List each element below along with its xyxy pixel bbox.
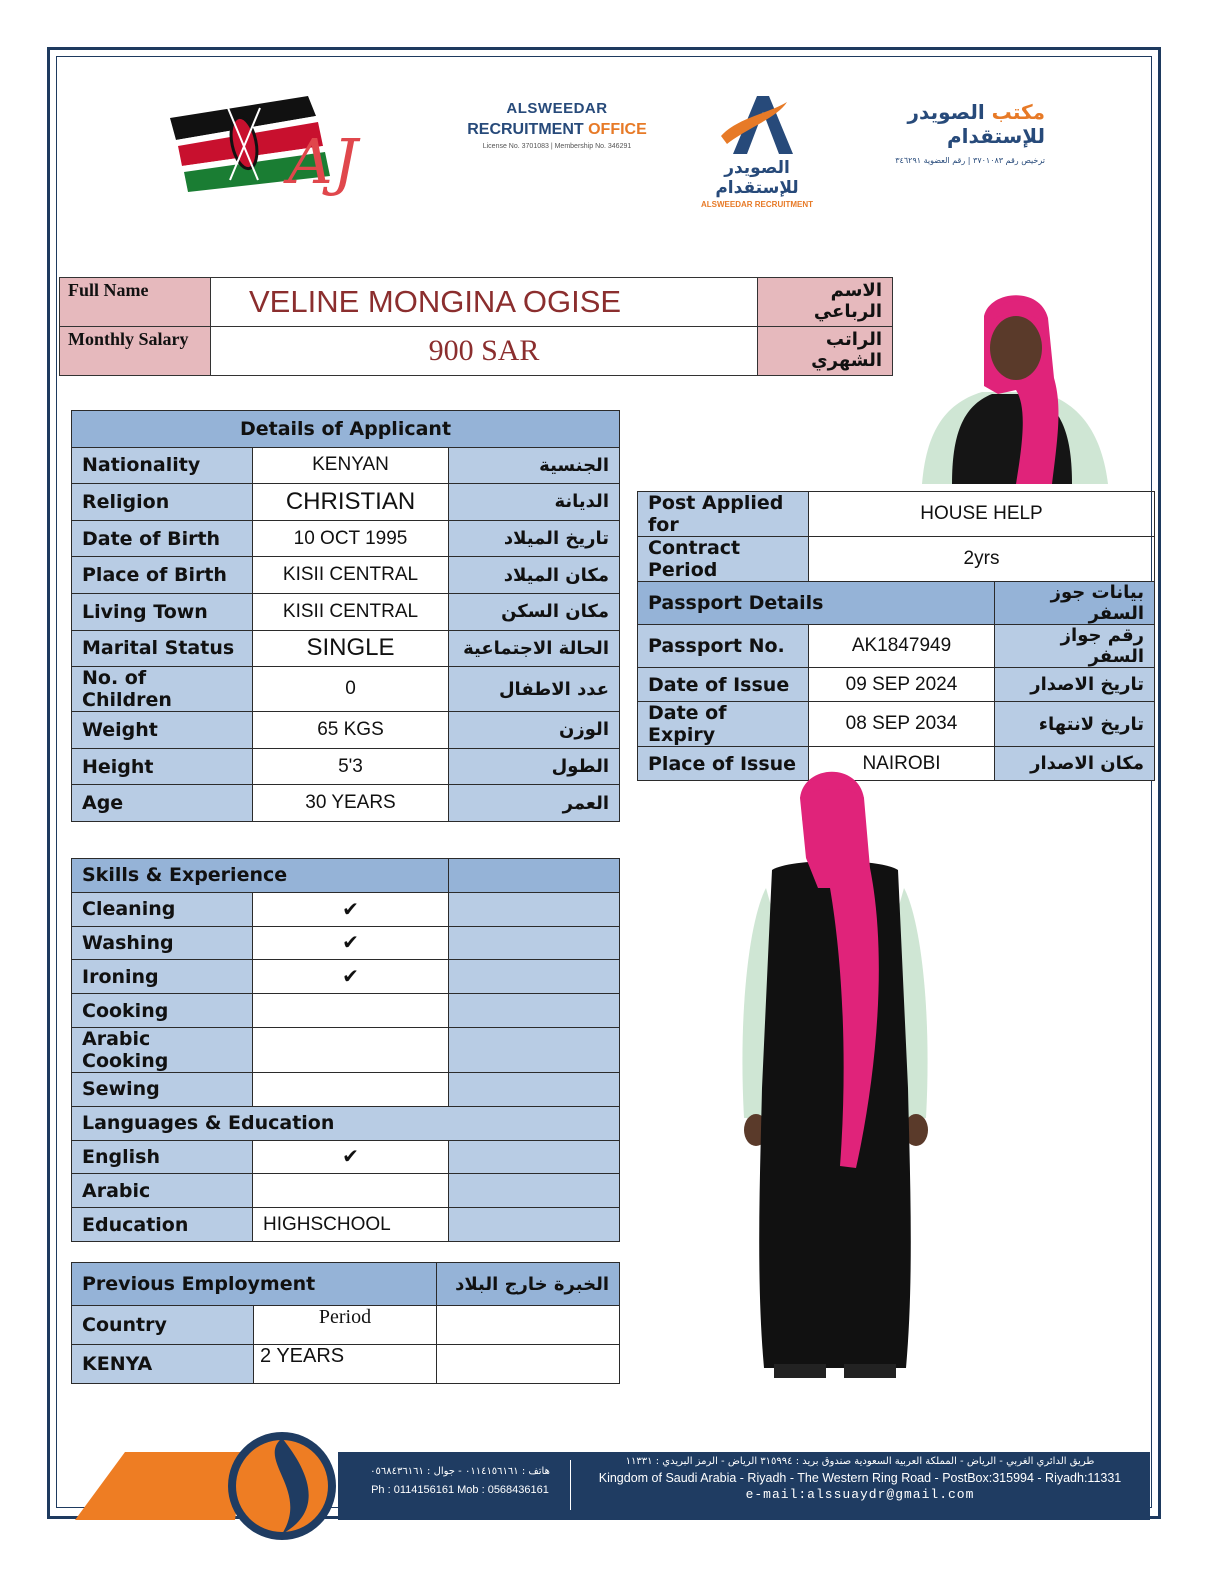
skill-extra	[449, 1072, 620, 1106]
details-value: KENYAN	[253, 447, 449, 484]
passport-title-arabic: بيانات جوز السفر	[995, 582, 1155, 625]
skills-header	[72, 859, 620, 893]
languages-header	[72, 1106, 620, 1140]
a-logo-english: ALSWEEDAR RECRUITMENT	[701, 200, 813, 209]
previous-columns	[72, 1306, 620, 1345]
passport-label: Date of Expiry	[638, 702, 809, 747]
education-extra	[449, 1208, 620, 1242]
salary-row	[60, 327, 893, 376]
details-label: Place of Birth	[72, 557, 253, 594]
skill-label: Ironing	[72, 960, 253, 994]
details-value: CHRISTIAN	[253, 484, 449, 521]
alsweedar-office-logo	[462, 100, 652, 150]
name-salary-table	[59, 277, 893, 376]
skill-extra	[449, 960, 620, 994]
skill-extra	[449, 926, 620, 960]
previous-header	[72, 1263, 620, 1306]
education-label: Education	[72, 1208, 253, 1242]
details-row	[72, 785, 620, 822]
details-label: Age	[72, 785, 253, 822]
skill-check	[253, 994, 449, 1028]
passport-row	[638, 702, 1155, 747]
passport-title: Passport Details	[638, 582, 995, 625]
details-value: KISII CENTRAL	[253, 593, 449, 630]
details-value: KISII CENTRAL	[253, 557, 449, 594]
details-arabic: الوزن	[449, 712, 620, 749]
skill-check: ✔	[253, 892, 449, 926]
contract-value: 2yrs	[809, 537, 1155, 582]
details-row	[72, 520, 620, 557]
previous-blank	[437, 1306, 620, 1345]
details-label: Date of Birth	[72, 520, 253, 557]
office-logo-line2	[462, 121, 652, 139]
passport-label: Date of Issue	[638, 668, 809, 702]
svg-text:AJ: AJ	[288, 125, 358, 198]
kenya-flag-logo	[158, 88, 368, 208]
details-value: 65 KGS	[253, 712, 449, 749]
footer-separator	[570, 1460, 571, 1510]
details-value: 0	[253, 667, 449, 712]
full-name-arabic: الاسم الرباعي	[758, 278, 893, 327]
salary-arabic: الراتب الشهري	[758, 327, 893, 376]
office-logo-line1: ALSWEEDAR	[506, 100, 608, 117]
language-row	[72, 1174, 620, 1208]
skill-row	[72, 960, 620, 994]
arabic-office-license: ترخيص رقم ٣٧٠١٠٨٣ | رقم العضوية ٣٤٦٢٩١	[895, 156, 1045, 165]
arabic-office-title-a: مكتب	[984, 100, 1045, 124]
details-value: 5'3	[253, 748, 449, 785]
footer-phones	[360, 1466, 560, 1496]
details-arabic: الطول	[449, 748, 620, 785]
language-value: ✔	[253, 1140, 449, 1174]
footer-email: e-mail:alssuaydr@gmail.com	[745, 1487, 975, 1502]
footer-phones-english: Ph : 0114156161 Mob : 0568436161	[371, 1484, 549, 1496]
language-value	[253, 1174, 449, 1208]
skills-header-blank	[449, 859, 620, 893]
language-extra	[449, 1140, 620, 1174]
details-row	[72, 447, 620, 484]
skill-label: Sewing	[72, 1072, 253, 1106]
details-label: Weight	[72, 712, 253, 749]
post-label: Post Applied for	[638, 492, 809, 537]
skills-title: Skills & Experience	[72, 859, 449, 893]
passport-label: Place of Issue	[638, 747, 809, 781]
details-label: Marital Status	[72, 630, 253, 667]
skill-label: Arabic Cooking	[72, 1027, 253, 1072]
skill-label: Cooking	[72, 994, 253, 1028]
previous-country: KENYA	[72, 1345, 254, 1384]
office-logo-license: License No. 3701083 | Membership No. 346291	[482, 143, 632, 150]
passport-label: Passport No.	[638, 625, 809, 668]
applicant-full-photo	[730, 758, 940, 1383]
details-label: Height	[72, 748, 253, 785]
passport-row	[638, 668, 1155, 702]
details-row	[72, 667, 620, 712]
previous-blank	[437, 1345, 620, 1384]
full-name-value: VELINE MONGINA OGISE	[211, 278, 758, 327]
office-logo-office: OFFICE	[588, 121, 647, 138]
passport-arabic: رقم جواز السفر	[995, 625, 1155, 668]
details-row	[72, 484, 620, 521]
passport-table	[637, 491, 1155, 781]
previous-row	[72, 1345, 620, 1384]
details-arabic: عدد الاطفال	[449, 667, 620, 712]
details-label: No. of Children	[72, 667, 253, 712]
applicant-headshot-photo	[912, 286, 1112, 484]
alsweedar-a-logo	[682, 92, 832, 209]
footer-address	[580, 1456, 1140, 1502]
details-row	[72, 748, 620, 785]
details-label: Religion	[72, 484, 253, 521]
passport-value: 09 SEP 2024	[809, 668, 995, 702]
skill-label: Cleaning	[72, 892, 253, 926]
arabic-office-logo	[845, 100, 1045, 165]
language-row	[72, 1140, 620, 1174]
arabic-office-title	[845, 100, 1045, 148]
passport-value: NAIROBI	[809, 747, 995, 781]
passport-header	[638, 582, 1155, 625]
languages-title: Languages & Education	[72, 1106, 620, 1140]
skill-check: ✔	[253, 960, 449, 994]
passport-arabic: مكان الاصدار	[995, 747, 1155, 781]
full-name-label: Full Name	[60, 278, 211, 327]
letter-a-icon	[717, 92, 797, 156]
skill-row	[72, 1072, 620, 1106]
skill-check	[253, 1072, 449, 1106]
language-extra	[449, 1174, 620, 1208]
footer-phones-arabic: هاتف : ٠١١٤١٥٦١٦١ - جوال : ٠٥٦٨٤٣٦١٦١	[370, 1466, 550, 1477]
details-value: 10 OCT 1995	[253, 520, 449, 557]
previous-title: Previous Employment	[72, 1263, 437, 1306]
skills-table	[71, 858, 620, 1242]
passport-arabic: تاريخ لانتهاء	[995, 702, 1155, 747]
details-label: Nationality	[72, 447, 253, 484]
passport-arabic: تاريخ الاصدار	[995, 668, 1155, 702]
details-title: Details of Applicant	[72, 411, 620, 448]
skill-row	[72, 1027, 620, 1072]
passport-row	[638, 625, 1155, 668]
details-arabic: العمر	[449, 785, 620, 822]
skill-check	[253, 1027, 449, 1072]
full-name-row	[60, 278, 893, 327]
footer-circle-logo	[226, 1430, 338, 1542]
details-row	[72, 557, 620, 594]
details-arabic: الجنسية	[449, 447, 620, 484]
details-label: Living Town	[72, 593, 253, 630]
language-label: English	[72, 1140, 253, 1174]
details-row	[72, 630, 620, 667]
skill-check: ✔	[253, 926, 449, 960]
details-arabic: مكان الميلاد	[449, 557, 620, 594]
education-value: HIGHSCHOOL	[253, 1208, 449, 1242]
skill-extra	[449, 1027, 620, 1072]
a-logo-arabic: الصويدر للإستقدام	[715, 158, 799, 198]
details-header	[72, 411, 620, 448]
details-arabic: الحالة الاجتماعية	[449, 630, 620, 667]
post-value: HOUSE HELP	[809, 492, 1155, 537]
contract-label: Contract Period	[638, 537, 809, 582]
passport-value: 08 SEP 2034	[809, 702, 995, 747]
skill-row	[72, 926, 620, 960]
details-table	[71, 410, 620, 822]
language-label: Arabic	[72, 1174, 253, 1208]
footer-address-arabic: طريق الدائري الغربي - الرياض - المملكة العربية السعودية صندوق بريد : ٣١٥٩٩٤ الرياض - الرمز البريدي : ١١٣٣١	[625, 1456, 1095, 1467]
country-column-label: Country	[72, 1306, 254, 1345]
skill-row	[72, 994, 620, 1028]
footer-address-english: Kingdom of Saudi Arabia - Riyadh - The Western Ring Road - PostBox:315994 - Riyadh:11331	[598, 1471, 1122, 1485]
details-row	[72, 593, 620, 630]
post-row	[638, 492, 1155, 537]
details-value: 30 YEARS	[253, 785, 449, 822]
contract-row	[638, 537, 1155, 582]
previous-title-arabic: الخبرة خارج البلاد	[437, 1263, 620, 1306]
skill-label: Washing	[72, 926, 253, 960]
details-arabic: الديانة	[449, 484, 620, 521]
passport-value: AK1847949	[809, 625, 995, 668]
details-row	[72, 712, 620, 749]
education-row	[72, 1208, 620, 1242]
skill-row	[72, 892, 620, 926]
details-arabic: تاريخ الميلاد	[449, 520, 620, 557]
period-column-label: Period	[254, 1306, 437, 1345]
footer-orange-shape	[75, 1452, 245, 1520]
arabic-office-title-b: الصويدر للإستقدام	[907, 100, 1045, 148]
details-value: SINGLE	[253, 630, 449, 667]
office-logo-recruitment: RECRUITMENT	[467, 121, 584, 138]
skill-extra	[449, 994, 620, 1028]
previous-period: 2 YEARS	[254, 1345, 437, 1384]
skill-extra	[449, 892, 620, 926]
salary-label: Monthly Salary	[60, 327, 211, 376]
details-arabic: مكان السكن	[449, 593, 620, 630]
salary-value: 900 SAR	[211, 327, 758, 376]
previous-employment-table	[71, 1262, 620, 1384]
